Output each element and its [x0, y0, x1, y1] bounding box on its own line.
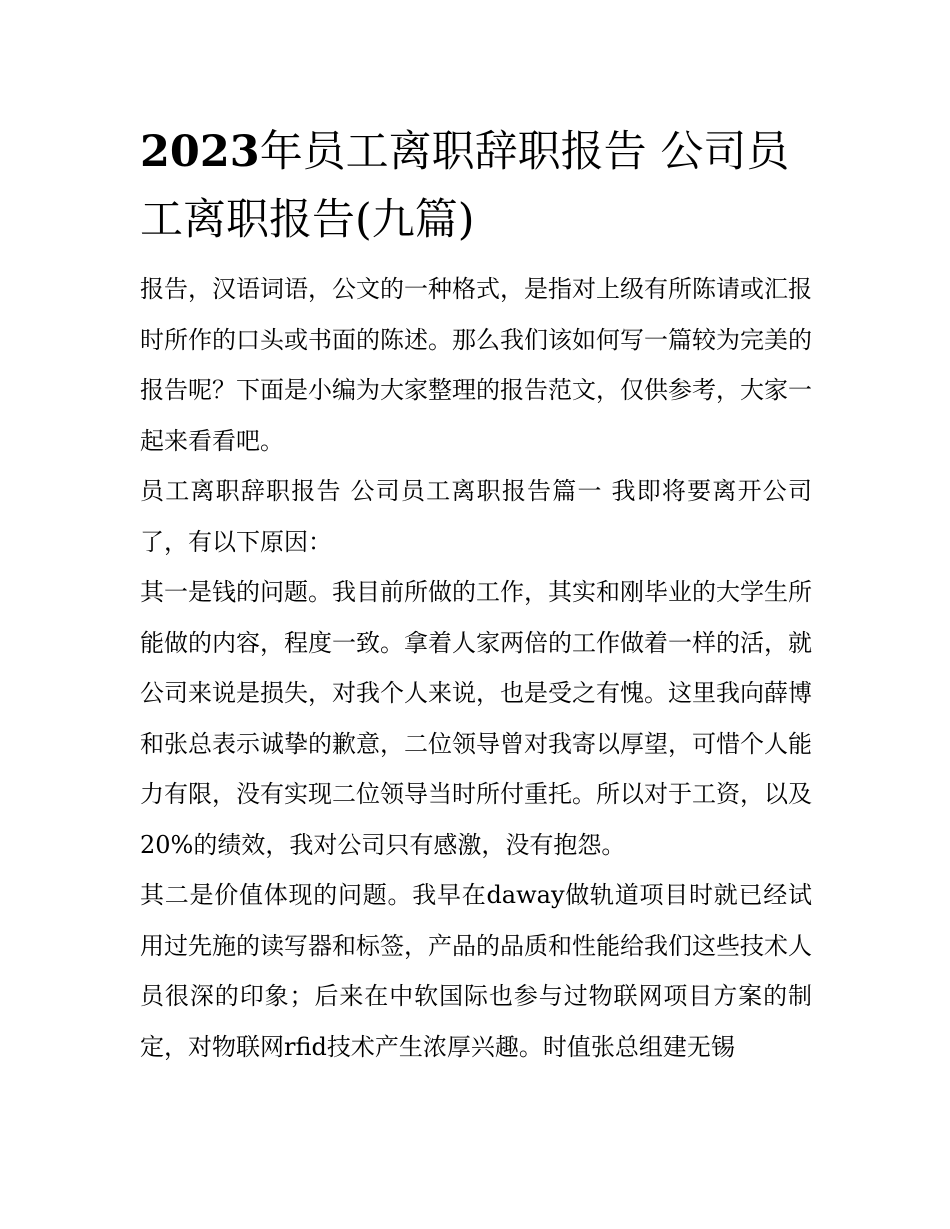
reason-two-paragraph: 其二是价值体现的问题。我早在daway做轨道项目时就已经试用过先施的读写器和标签，产品的品质和性能给我们这些技术人员很深的印象；后来在中软国际也参与过物联网项目方案的制定，对物联网rfid技术产生浓厚兴趣。时值张总组建无锡	[140, 881, 812, 1061]
document-body	[140, 118, 812, 1072]
reason-one-paragraph: 其一是钱的问题。我目前所做的工作，其实和刚毕业的大学生所能做的内容，程度一致。拿着人家两倍的工作做着一样的活，就公司来说是损失，对我个人来说，也是受之有愧。这里我向薛博和张总表示诚挚的歉意，二位领导曾对我寄以厚望，可惜个人能力有限，没有实现二位领导当时所付重托。所以对于工资，以及20%的绩效，我对公司只有感激，没有抱怨。	[140, 578, 812, 859]
intro-paragraph: 报告，汉语词语，公文的一种格式，是指对上级有所陈请或汇报时所作的口头或书面的陈述。那么我们该如何写一篇较为完美的报告呢？下面是小编为大家整理的报告范文，仅供参考，大家一起来看看吧。	[140, 275, 812, 455]
document-title	[140, 118, 812, 254]
section-heading-paragraph: 员工离职辞职报告 公司员工离职报告篇一 我即将要离开公司了，有以下原因：	[140, 477, 812, 556]
title-text: 年员工离职辞职报告 公司员工离职报告(九篇)	[140, 127, 790, 245]
title-year: 2023	[140, 127, 260, 177]
